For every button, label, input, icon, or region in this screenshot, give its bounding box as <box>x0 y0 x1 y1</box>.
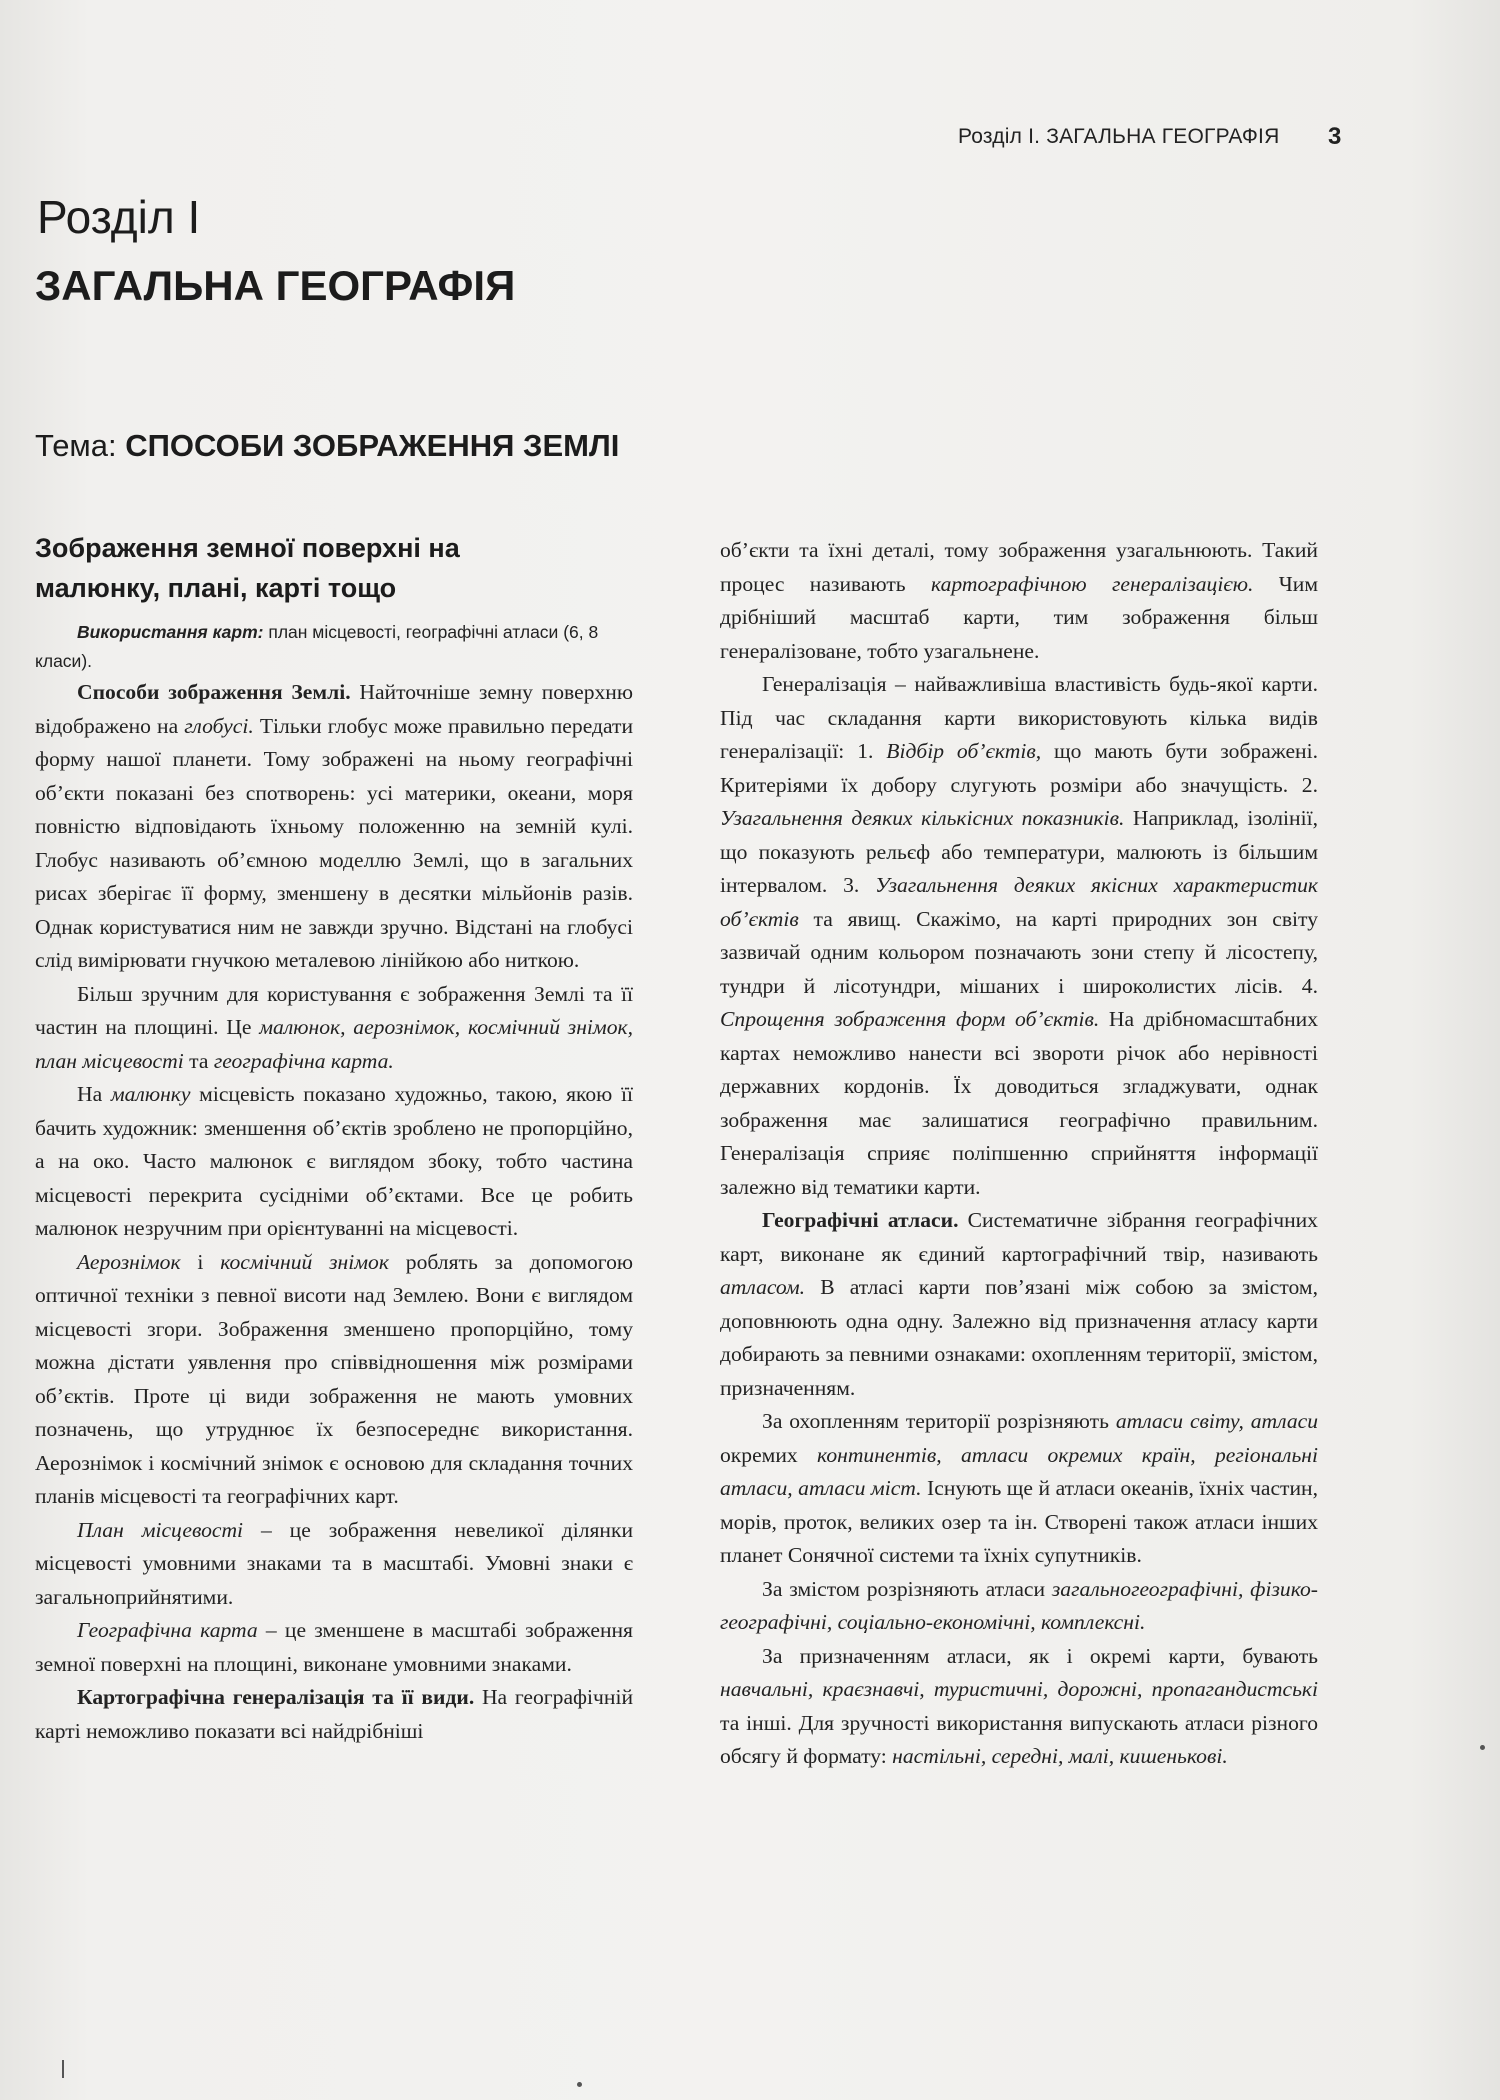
text-run: Чим дрібніший масштаб карти, тим зображення більш генералізоване, тобто узагальнене. <box>720 571 1319 663</box>
text-run: Найточніше земну поверхню відображено на <box>35 680 633 738</box>
text-run: На географічній карті неможливо показати всі найдрібніші <box>35 1685 633 1743</box>
topic-prefix: Тема: <box>35 428 117 463</box>
paragraph <box>35 1614 633 1681</box>
text-run: роблять за допомогою оптичної техніки з певної висоти над Землею. Вони є виглядом місцевості згори. Зображення зменшено пропорційно, тому можна дістати уявлення про співвідношення між розмірами об’єктів. Проте ці види зображення не мають умовних позначень, що утруднює їх безпосереднє використання. Аерознімок і космічний знімок є основою для складання точних планів місцевості та географічних карт. <box>35 1249 634 1508</box>
text-run: На <box>77 1082 111 1106</box>
italic-run: космічний знімок <box>220 1249 389 1274</box>
bold-run: Географічні атласи. <box>762 1208 959 1232</box>
section-title: ЗАГАЛЬНА ГЕОГРАФІЯ <box>35 262 516 309</box>
italic-run: атласи світу, атласи <box>1115 1409 1319 1433</box>
text-run: Систематичне зібрання географічних карт, виконане як єдиний картографічний твір, називають <box>720 1208 1318 1266</box>
italic-run: настільні, середні, малі, кишенькові. <box>892 1744 1228 1768</box>
italic-run: континентів, атласи окремих країн, регіональні атласи, атласи міст. <box>720 1442 1319 1500</box>
bold-run: Способи зображення Землі. <box>77 680 351 704</box>
paragraph <box>35 1078 633 1246</box>
text-run: – це зменшене в масштабі зображення земної поверхні на площині, виконане умовними знаками. <box>35 1618 633 1676</box>
topic-heading <box>35 428 619 464</box>
paragraph <box>35 1514 633 1615</box>
italic-run: картографічною генералізацією. <box>931 571 1254 596</box>
italic-run: Географічна карта <box>77 1618 258 1642</box>
italic-run: географічна карта. <box>213 1048 394 1073</box>
text-run: Генералізація – найважливіша властивість будь-якої карти. Під час складання карти використовують кілька видів генералізації: 1. <box>720 672 1318 763</box>
text-run: що мають бути зображені. Критеріями їх добору слугують розміри або значущість. 2. <box>720 739 1318 797</box>
text-run: та інші. Для зручності використання випускають атласи різного обсягу й формату: <box>720 1710 1318 1768</box>
paragraph <box>35 676 633 978</box>
bold-run: Картографічна генералізація та її види. <box>77 1685 475 1709</box>
paragraph <box>35 978 633 1079</box>
italic-run: Спрощення зображення форм об’єктів. <box>720 1007 1100 1031</box>
paragraph <box>720 1573 1318 1640</box>
page-number: 3 <box>1328 123 1342 150</box>
paragraph <box>720 668 1318 1204</box>
italic-run: малюнку <box>110 1082 191 1106</box>
text-run: Існують ще й атласи океанів, їхніх частин, морів, проток, великих озер та ін. Створені також атласи інших планет Сонячної системи та їхніх супутників. <box>720 1476 1318 1567</box>
section-label: Розділ I <box>37 191 201 243</box>
text-run: За змістом розрізняють атласи <box>762 1576 1052 1601</box>
text-run: За призначенням атласи, як і окремі карти, бувають <box>762 1643 1318 1668</box>
text-run: За охопленням території розрізняють <box>762 1409 1116 1433</box>
italic-run: Узагальнення деяких якісних характеристик об’єктів <box>720 873 1318 931</box>
left-column <box>35 528 633 1748</box>
paragraph <box>720 1405 1318 1573</box>
italic-run: атласом. <box>720 1275 806 1299</box>
paragraph <box>720 534 1318 668</box>
paragraph <box>720 1640 1318 1774</box>
italic-run: Відбір об’єктів, <box>886 739 1042 763</box>
map-usage-label: Використання карт: <box>77 622 264 642</box>
subsection-heading <box>35 528 633 608</box>
italic-run: глобусі. <box>184 713 254 738</box>
paragraph <box>35 1681 633 1748</box>
text-run: об’єкти та їхні деталі, тому зображення узагальнюють. Такий процес називають <box>720 538 1318 596</box>
italic-run: Узагальнення деяких кількісних показників. <box>720 806 1125 830</box>
topic-title: СПОСОБИ ЗОБРАЖЕННЯ ЗЕМЛІ <box>125 428 620 463</box>
italic-run: малюнок, аерознімок, космічний знімок, план місцевості <box>35 1015 633 1073</box>
italic-run: Аерознімок <box>77 1249 181 1274</box>
scan-speck <box>1480 1745 1485 1750</box>
subsection-heading-line1: Зображення земної поверхні на <box>35 533 460 563</box>
text-run: – це зображення невеликої ділянки місцевості умовними знаками та в масштабі. Умовні знаки є загальноприйнятими. <box>35 1517 633 1609</box>
italic-run: План місцевості <box>77 1517 244 1542</box>
scan-speck <box>577 2082 582 2087</box>
text-run: місцевість показано художньо, такою, якою її бачить художник: зменшення об’єктів зроблено не пропорційно, а на око. Часто малюнок є виглядом збоку, тобто частина місцевості перекрита сусідніми об’єктами. Все це робить малюнок незручним при орієнтуванні на місцевості. <box>35 1082 633 1240</box>
text-run: та явищ. Скажімо, на карті природних зон світу зазвичай одним кольором позначають зони степу й лісостепу, тундри й лісотундри, мішаних і широколистих лісів. 4. <box>720 906 1318 998</box>
text-run: Наприклад, ізолінії, що показують рельєф або температури, малюють із більшим інтервалом. 3. <box>720 806 1318 897</box>
italic-run: навчальні, краєзнавчі, туристичні, дорожні, пропагандистські <box>720 1677 1318 1701</box>
right-column <box>720 534 1318 1774</box>
text-run: На дрібномасштабних картах неможливо нанести всі звороти річок або нерівності державних кордонів. Їх доводиться згладжувати, однак зображення має залишатися географічно правильним. Генералізація сприяє поліпшенню сприйняття інформації залежно від тематики карти. <box>720 1007 1318 1199</box>
map-usage-text: план місцевості, географічні атласи (6, 8 класи). <box>35 622 599 671</box>
italic-run: загальногеографічні, фізико-географічні, соціально-економічні, комплексні. <box>720 1576 1318 1634</box>
text-run: та <box>183 1048 214 1073</box>
text-run: окремих <box>720 1442 818 1467</box>
text-run: Більш зручним для користування є зображення Землі та її частин на площині. Це <box>35 981 633 1039</box>
margin-mark <box>62 2060 64 2078</box>
text-run: Тільки глобус може правильно передати форму нашої планети. Тому зображені на ньому географічні об’єкти показані без спотворень: усі материки, океани, моря повністю відповідають їхньому положенню на земній кулі. Глобус називають об’ємною моделлю Землі, що в загальних рисах зберігає її форму, зменшену в десятки мільйонів разів. Однак користуватися ним не завжди зручно. Відстані на глобусі слід вимірювати гнучкою металевою лінійкою або ниткою. <box>35 713 633 972</box>
subsection-heading-line2: малюнку, плані, карті тощо <box>35 573 397 603</box>
map-usage-note <box>35 618 633 676</box>
text-run: В атласі карти пов’язані між собою за змістом, доповнюють одна одну. Залежно від призначення атласу карти добирають за певними ознаками: охопленням території, змістом, призначенням. <box>720 1275 1318 1400</box>
text-run: і <box>180 1249 221 1274</box>
show-through-right <box>720 190 1320 520</box>
paragraph <box>720 1204 1318 1405</box>
paragraph <box>35 1246 633 1514</box>
running-head: Розділ I. ЗАГАЛЬНА ГЕОГРАФІЯ <box>958 125 1280 148</box>
